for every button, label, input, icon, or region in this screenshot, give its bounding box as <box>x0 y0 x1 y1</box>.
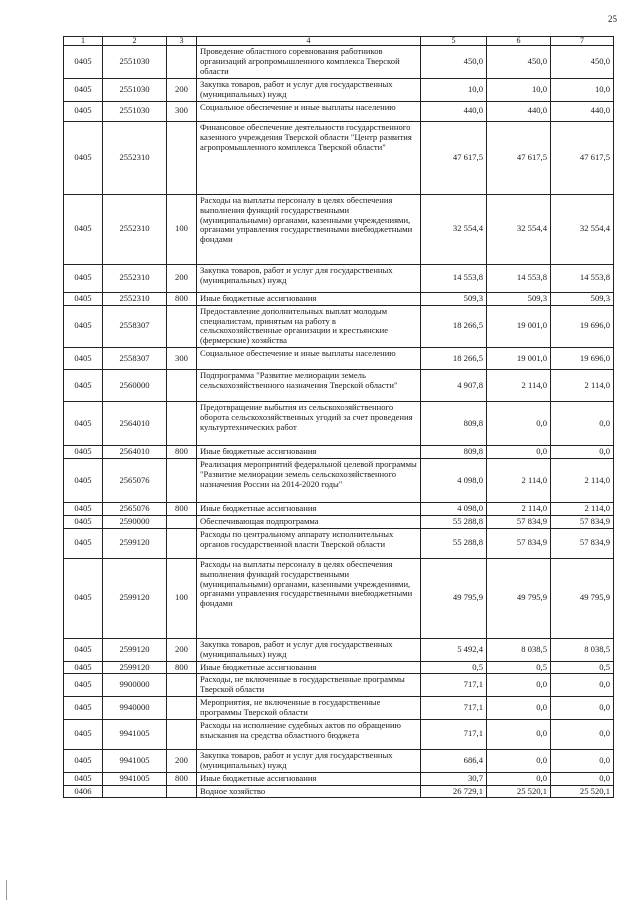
cell-section: 0405 <box>64 638 103 661</box>
cell-section: 0405 <box>64 674 103 697</box>
cell-expense-type <box>167 528 197 558</box>
table-row <box>64 101 614 121</box>
cell-amount-2: 440,0 <box>487 101 551 121</box>
cell-amount-3: 2 114,0 <box>551 370 614 402</box>
cell-expense-type: 800 <box>167 772 197 785</box>
cell-section: 0405 <box>64 446 103 459</box>
table-row <box>64 194 614 264</box>
table-row <box>64 46 614 79</box>
cell-amount-1: 18 266,5 <box>421 305 487 348</box>
budget-table <box>63 36 614 798</box>
cell-target-article <box>103 785 167 798</box>
cell-section: 0405 <box>64 305 103 348</box>
cell-name: Иные бюджетные ассигнования <box>197 503 421 516</box>
cell-amount-3: 0,0 <box>551 697 614 720</box>
header-cell-section: 1 <box>64 37 103 46</box>
cell-amount-1: 717,1 <box>421 697 487 720</box>
cell-amount-1: 0,5 <box>421 661 487 674</box>
table-row <box>64 697 614 720</box>
cell-amount-2: 19 001,0 <box>487 305 551 348</box>
cell-expense-type <box>167 121 197 194</box>
cell-target-article: 2590000 <box>103 515 167 528</box>
table-row <box>64 638 614 661</box>
cell-amount-2: 8 038,5 <box>487 638 551 661</box>
cell-amount-1: 49 795,9 <box>421 558 487 638</box>
cell-amount-1: 440,0 <box>421 101 487 121</box>
cell-amount-2: 0,0 <box>487 697 551 720</box>
cell-section: 0405 <box>64 292 103 305</box>
cell-name: Закупка товаров, работ и услуг для государственных (муниципальных) нужд <box>197 79 421 102</box>
cell-amount-3: 2 114,0 <box>551 503 614 516</box>
cell-amount-1: 30,7 <box>421 772 487 785</box>
table-row <box>64 661 614 674</box>
cell-name: Обеспечивающая подпрограмма <box>197 515 421 528</box>
cell-amount-1: 809,8 <box>421 446 487 459</box>
cell-amount-3: 0,5 <box>551 661 614 674</box>
cell-section: 0405 <box>64 515 103 528</box>
table-row <box>64 785 614 798</box>
cell-name: Мероприятия, не включенные в государственные программы Тверской области <box>197 697 421 720</box>
cell-amount-3: 25 520,1 <box>551 785 614 798</box>
cell-amount-1: 509,3 <box>421 292 487 305</box>
cell-name: Социальное обеспечение и иные выплаты населению <box>197 348 421 370</box>
cell-name: Закупка товаров, работ и услуг для государственных (муниципальных) нужд <box>197 638 421 661</box>
page-number: 25 <box>608 14 617 24</box>
cell-amount-3: 509,3 <box>551 292 614 305</box>
cell-target-article: 2558307 <box>103 348 167 370</box>
cell-name: Расходы на исполнение судебных актов по обращению взыскания на средства областного бюджета <box>197 719 421 749</box>
cell-amount-2: 0,0 <box>487 446 551 459</box>
table-row <box>64 79 614 102</box>
cell-target-article: 9941005 <box>103 749 167 772</box>
cell-amount-3: 0,0 <box>551 674 614 697</box>
cell-section: 0405 <box>64 558 103 638</box>
cell-section: 0405 <box>64 370 103 402</box>
cell-expense-type <box>167 515 197 528</box>
cell-amount-2: 0,0 <box>487 749 551 772</box>
cell-section: 0406 <box>64 785 103 798</box>
cell-amount-3: 57 834,9 <box>551 515 614 528</box>
table-row <box>64 292 614 305</box>
cell-section: 0405 <box>64 46 103 79</box>
cell-name: Предоставление дополнительных выплат молодым специалистам, принятым на работу в сельскохозяйственные организации и крестьянские (фермерские) хозяйства <box>197 305 421 348</box>
cell-name: Финансовое обеспечение деятельности государственного казенного учреждения Тверской области "Центр развития агропромышленного комплекса Тверской области" <box>197 121 421 194</box>
cell-amount-1: 4 907,8 <box>421 370 487 402</box>
table-row <box>64 446 614 459</box>
cell-section: 0405 <box>64 79 103 102</box>
cell-name: Проведение областного соревнования работников организаций агропромышленного комплекса Тверской области <box>197 46 421 79</box>
cell-expense-type: 100 <box>167 558 197 638</box>
cell-section: 0405 <box>64 459 103 503</box>
cell-section: 0405 <box>64 528 103 558</box>
cell-target-article: 9941005 <box>103 772 167 785</box>
cell-amount-2: 49 795,9 <box>487 558 551 638</box>
cell-name: Расходы на выплаты персоналу в целях обеспечения выполнения функций государственными (муниципальными) органами, казенными учреждениями, органами управления государственными внебюджетными фондами <box>197 558 421 638</box>
cell-amount-1: 717,1 <box>421 674 487 697</box>
cell-amount-2: 57 834,9 <box>487 515 551 528</box>
header-cell-amount-1: 5 <box>421 37 487 46</box>
table-header-row <box>64 37 614 46</box>
cell-target-article: 9940000 <box>103 697 167 720</box>
cell-amount-2: 450,0 <box>487 46 551 79</box>
cell-name: Реализация мероприятий федеральной целевой программы "Развитие мелиорации земель сельскохозяйственного назначения России на 2014-2020 годы" <box>197 459 421 503</box>
table-row <box>64 305 614 348</box>
cell-name: Закупка товаров, работ и услуг для государственных (муниципальных) нужд <box>197 264 421 292</box>
cell-section: 0405 <box>64 402 103 446</box>
cell-amount-1: 26 729,1 <box>421 785 487 798</box>
cell-name: Водное хозяйство <box>197 785 421 798</box>
cell-target-article: 2552310 <box>103 121 167 194</box>
cell-amount-2: 0,0 <box>487 772 551 785</box>
cell-amount-3: 0,0 <box>551 402 614 446</box>
cell-amount-3: 0,0 <box>551 772 614 785</box>
cell-expense-type: 200 <box>167 264 197 292</box>
cell-amount-1: 32 554,4 <box>421 194 487 264</box>
header-cell-expense-type: 3 <box>167 37 197 46</box>
cell-target-article: 2551030 <box>103 46 167 79</box>
cell-amount-2: 47 617,5 <box>487 121 551 194</box>
cell-name: Иные бюджетные ассигнования <box>197 772 421 785</box>
table-row <box>64 370 614 402</box>
cell-amount-3: 450,0 <box>551 46 614 79</box>
cell-section: 0405 <box>64 101 103 121</box>
cell-target-article: 2599120 <box>103 528 167 558</box>
cell-amount-2: 509,3 <box>487 292 551 305</box>
cell-amount-2: 10,0 <box>487 79 551 102</box>
margin-mark <box>6 880 7 900</box>
cell-amount-3: 2 114,0 <box>551 459 614 503</box>
cell-amount-1: 14 553,8 <box>421 264 487 292</box>
cell-expense-type <box>167 674 197 697</box>
cell-amount-3: 0,0 <box>551 719 614 749</box>
cell-name: Социальное обеспечение и иные выплаты населению <box>197 101 421 121</box>
cell-amount-3: 8 038,5 <box>551 638 614 661</box>
cell-expense-type: 300 <box>167 348 197 370</box>
header-cell-amount-2: 6 <box>487 37 551 46</box>
cell-expense-type: 800 <box>167 292 197 305</box>
cell-expense-type: 200 <box>167 79 197 102</box>
cell-expense-type: 200 <box>167 638 197 661</box>
cell-section: 0405 <box>64 194 103 264</box>
table-row <box>64 515 614 528</box>
cell-section: 0405 <box>64 661 103 674</box>
cell-target-article: 2565076 <box>103 503 167 516</box>
cell-amount-2: 2 114,0 <box>487 370 551 402</box>
cell-amount-2: 25 520,1 <box>487 785 551 798</box>
cell-target-article: 2551030 <box>103 101 167 121</box>
cell-amount-2: 2 114,0 <box>487 503 551 516</box>
table-row <box>64 121 614 194</box>
cell-section: 0405 <box>64 264 103 292</box>
cell-amount-1: 717,1 <box>421 719 487 749</box>
cell-amount-3: 19 696,0 <box>551 305 614 348</box>
cell-amount-2: 0,0 <box>487 674 551 697</box>
cell-section: 0405 <box>64 503 103 516</box>
cell-expense-type: 100 <box>167 194 197 264</box>
cell-amount-1: 5 492,4 <box>421 638 487 661</box>
cell-expense-type <box>167 305 197 348</box>
cell-target-article: 2552310 <box>103 194 167 264</box>
cell-amount-1: 686,4 <box>421 749 487 772</box>
cell-amount-2: 0,5 <box>487 661 551 674</box>
cell-expense-type: 800 <box>167 661 197 674</box>
cell-amount-3: 49 795,9 <box>551 558 614 638</box>
cell-amount-2: 57 834,9 <box>487 528 551 558</box>
cell-expense-type: 200 <box>167 749 197 772</box>
header-cell-amount-3: 7 <box>551 37 614 46</box>
cell-amount-3: 440,0 <box>551 101 614 121</box>
cell-name: Предотвращение выбытия из сельскохозяйственного оборота сельскохозяйственных угодий за счет проведения культуртехнических работ <box>197 402 421 446</box>
table-row <box>64 459 614 503</box>
cell-amount-1: 10,0 <box>421 79 487 102</box>
cell-section: 0405 <box>64 121 103 194</box>
header-cell-name: 4 <box>197 37 421 46</box>
cell-target-article: 2599120 <box>103 661 167 674</box>
cell-amount-2: 0,0 <box>487 402 551 446</box>
cell-amount-2: 2 114,0 <box>487 459 551 503</box>
table-row <box>64 348 614 370</box>
cell-expense-type <box>167 459 197 503</box>
cell-name: Закупка товаров, работ и услуг для государственных (муниципальных) нужд <box>197 749 421 772</box>
cell-amount-1: 18 266,5 <box>421 348 487 370</box>
cell-amount-3: 19 696,0 <box>551 348 614 370</box>
cell-name: Иные бюджетные ассигнования <box>197 661 421 674</box>
cell-target-article: 9900000 <box>103 674 167 697</box>
table-row <box>64 719 614 749</box>
cell-target-article: 2564010 <box>103 446 167 459</box>
cell-amount-2: 0,0 <box>487 719 551 749</box>
cell-expense-type <box>167 697 197 720</box>
cell-amount-1: 55 288,8 <box>421 515 487 528</box>
table-row <box>64 528 614 558</box>
table-row <box>64 749 614 772</box>
cell-target-article: 9941005 <box>103 719 167 749</box>
cell-amount-1: 4 098,0 <box>421 459 487 503</box>
cell-amount-3: 14 553,8 <box>551 264 614 292</box>
table-row <box>64 503 614 516</box>
table-row <box>64 558 614 638</box>
cell-target-article: 2599120 <box>103 638 167 661</box>
cell-amount-1: 450,0 <box>421 46 487 79</box>
cell-amount-3: 57 834,9 <box>551 528 614 558</box>
cell-target-article: 2551030 <box>103 79 167 102</box>
table-row <box>64 264 614 292</box>
cell-name: Расходы, не включенные в государственные программы Тверской области <box>197 674 421 697</box>
cell-target-article: 2558307 <box>103 305 167 348</box>
table-row <box>64 772 614 785</box>
cell-amount-2: 32 554,4 <box>487 194 551 264</box>
cell-section: 0405 <box>64 719 103 749</box>
cell-expense-type <box>167 370 197 402</box>
cell-amount-1: 55 288,8 <box>421 528 487 558</box>
cell-expense-type <box>167 46 197 79</box>
cell-amount-1: 809,8 <box>421 402 487 446</box>
cell-amount-2: 14 553,8 <box>487 264 551 292</box>
cell-name: Подпрограмма "Развитие мелиорации земель сельскохозяйственного назначения Тверской области" <box>197 370 421 402</box>
cell-section: 0405 <box>64 772 103 785</box>
cell-amount-1: 4 098,0 <box>421 503 487 516</box>
cell-section: 0405 <box>64 697 103 720</box>
cell-amount-2: 19 001,0 <box>487 348 551 370</box>
cell-amount-3: 32 554,4 <box>551 194 614 264</box>
table-row <box>64 402 614 446</box>
cell-section: 0405 <box>64 749 103 772</box>
cell-amount-3: 0,0 <box>551 749 614 772</box>
cell-expense-type: 800 <box>167 503 197 516</box>
cell-expense-type <box>167 719 197 749</box>
cell-expense-type: 300 <box>167 101 197 121</box>
cell-name: Расходы по центральному аппарату исполнительных органов государственной власти Тверской области <box>197 528 421 558</box>
table-row <box>64 674 614 697</box>
cell-amount-3: 47 617,5 <box>551 121 614 194</box>
cell-expense-type <box>167 785 197 798</box>
cell-name: Иные бюджетные ассигнования <box>197 446 421 459</box>
header-cell-target-article: 2 <box>103 37 167 46</box>
cell-target-article: 2564010 <box>103 402 167 446</box>
cell-name: Расходы на выплаты персоналу в целях обеспечения выполнения функций государственными (муниципальными) органами, казенными учреждениями, органами управления государственными внебюджетными фондами <box>197 194 421 264</box>
cell-section: 0405 <box>64 348 103 370</box>
cell-amount-3: 10,0 <box>551 79 614 102</box>
cell-amount-3: 0,0 <box>551 446 614 459</box>
cell-target-article: 2599120 <box>103 558 167 638</box>
cell-name: Иные бюджетные ассигнования <box>197 292 421 305</box>
cell-expense-type <box>167 402 197 446</box>
cell-amount-1: 47 617,5 <box>421 121 487 194</box>
cell-expense-type: 800 <box>167 446 197 459</box>
cell-target-article: 2552310 <box>103 292 167 305</box>
cell-target-article: 2565076 <box>103 459 167 503</box>
cell-target-article: 2560000 <box>103 370 167 402</box>
cell-target-article: 2552310 <box>103 264 167 292</box>
